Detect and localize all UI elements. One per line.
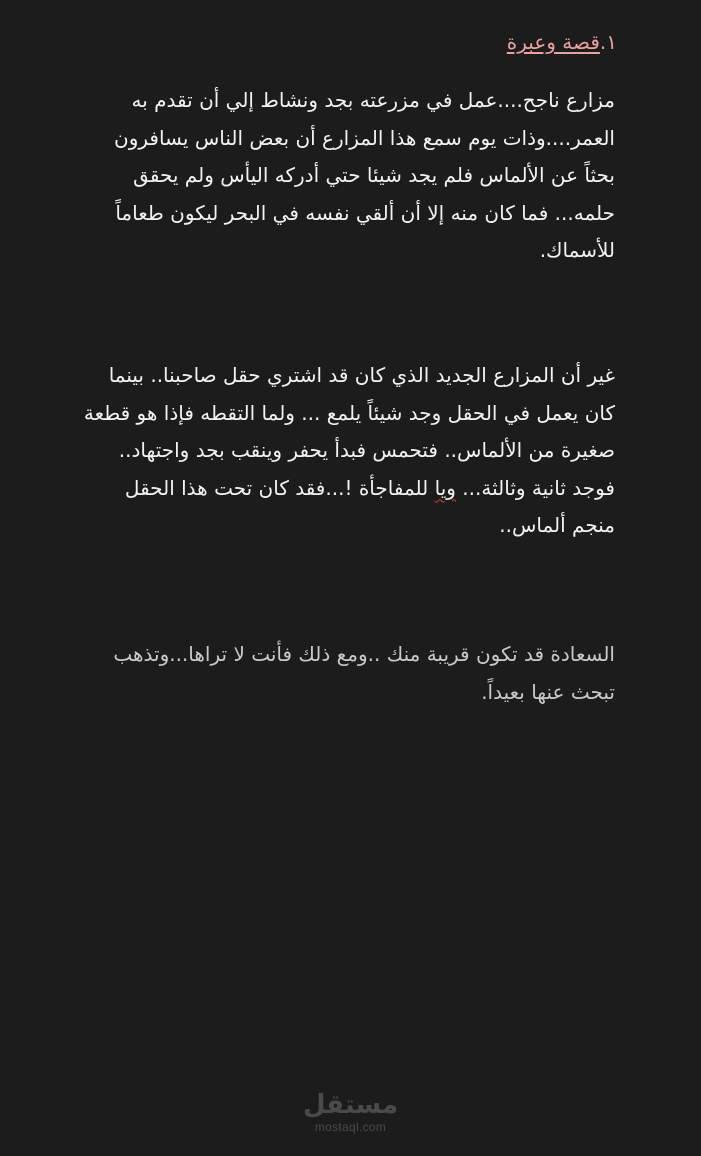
text-line: مزارع ناجح....عمل في مزرعته بجد ونشاط إلي أن تقدم به [131,88,615,112]
text-line [75,470,615,508]
text-line: بحثاً عن الألماس فلم يجد شيئا حتي أدركه اليأس ولم يحقق [133,163,615,187]
text-line: العمر....وذات يوم سمع هذا المزارع أن بعض الناس يسافرون [114,125,615,150]
story-heading [77,28,617,56]
moral-paragraph [75,636,615,711]
text-line: حلمه... فما كان منه إلا أن ألقي نفسه في البحر ليكون طعاماً [115,200,615,225]
text-line: منجم ألماس.. [499,513,615,537]
story-paragraph-2 [75,357,615,545]
text-line: السعادة قد تكون قريبة منك ..ومع ذلك فأنت لا تراها...وتذهب [113,642,615,666]
text-line: صغيرة من الألماس.. فتحمس فبدأ يحفر وينقب بجد واجتهاد.. [118,438,615,462]
text-segment: للمفاجأة !...فقد كان تحت هذا الحقل [124,475,435,500]
watermark-logo: مستقل [302,1090,399,1120]
text-line: للأسماك. [539,238,615,262]
heading-number: ١. [599,30,617,54]
text-line: كان يعمل في الحقل وجد شيئاً يلمع ... ولما التقطه فإذا هو قطعة [83,400,615,425]
mostaql-watermark [0,1090,701,1134]
story-paragraph-1 [75,82,615,270]
text-line: غير أن المزارع الجديد الذي كان قد اشتري حقل صاحبنا.. بينما [108,363,615,387]
text-segment: فوجد ثانية وثالثة... [455,475,615,500]
heading-title: قصة وعبرة [506,30,600,54]
text-line: تبحث عنها بعيداً. [481,679,615,704]
spellcheck-flagged-word: ويا [434,475,456,500]
watermark-site: mostaql.com [314,1120,387,1134]
